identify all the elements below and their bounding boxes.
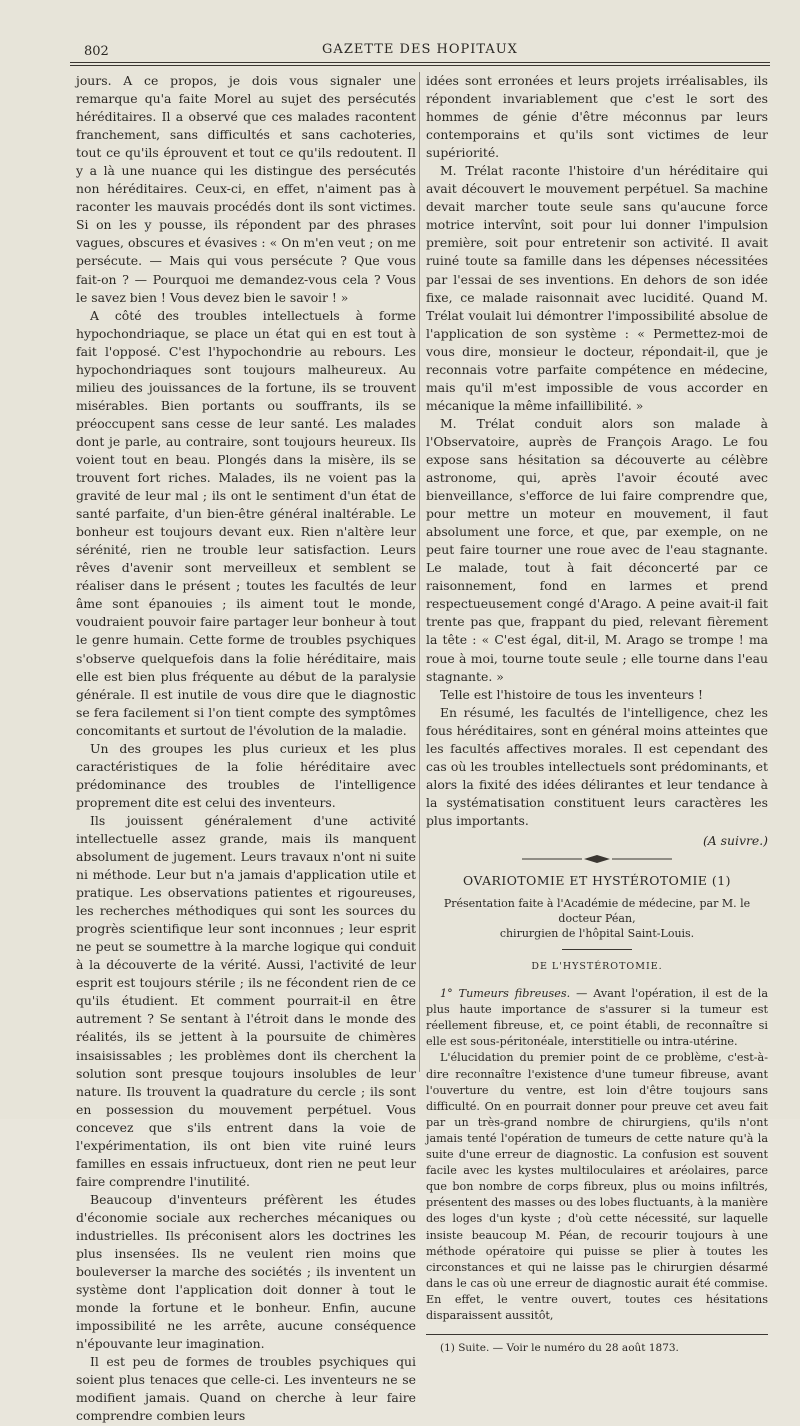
short-rule: [562, 949, 632, 950]
footnote-rule: [426, 1334, 768, 1335]
byline-line-1: Présentation faite à l'Académie de médecine, par M. le docteur Péan,: [443, 897, 751, 926]
left-paragraph-3: Un des groupes les plus curieux et les plus caractéristiques de la folie héréditaire avec prédominance des troubles de l'intelligence proprement dite est celui des inventeurs.: [76, 740, 416, 810]
left-paragraph-4: Ils jouissent généralement d'une activité intellectuelle assez grande, mais ils manquent absolument de jugement. Leurs travaux n'ont ni suite ni méthode. Leur but n'a jamais d'application utile et pratique. Les observations patientes et rigoureuses, les recherches méthodiques qui sont les sources du progrès scientifique leur sont inconnues ; leur esprit ne peut se soumettre à la marche logique qui conduit à la découverte de la vérité. Aussi, l'activité de leur esprit est toujours stérile ; ils ne fécondent rien de ce qu'ils étudient. Et comment pourrait-il en être autrement ? Se sentant à l'étroit dans le monde des réalités, ils se jettent à la poursuite de chimères insaisissables ; les problèmes dont ils cherchent la solution sont presque toujours insolubles de leur nature. Ils trouvent la quadrature du cercle ; ils sont en possession du mouvement perpétuel. Vous concevez que s'ils entrent dans la voie de l'expérimentation, ils ont bien vite ruiné leurs familles en essais infructueux, dont rien ne peut leur faire comprendre l'inutilité.: [76, 812, 416, 1189]
byline-line-2: chirurgien de l'hôpital Saint-Louis.: [499, 927, 695, 941]
footnote: (1) Suite. — Voir le numéro du 28 août 1873.: [440, 1342, 679, 1355]
left-paragraph-2: A côté des troubles intellectuels à forme hypochondriaque, se place un état qui en est tout à fait l'opposé. C'est l'hypochondrie au rebours. Les hypochondriaques sont toujours malheureux. Au milieu des jouissances de la fortune, ils se trouvent misérables. Bien portants ou souffrants, ils se préoccupent sans cesse de leur santé. Les malades dont je parle, au contraire, sont toujours heureux. Ils voient tout en beau. Plongés dans la misère, ils se trouvent fort riches. Malades, ils ne voient pas la gravité de leur mal ; ils ont le sentiment d'un état de santé parfaite, d'un bien-être général inaltérable. Le bonheur est toujours devant eux. Rien n'altère leur sérénité, rien ne trouble leur satisfaction. Leurs rêves d'avenir sont merveilleux et semblent se réaliser dans le présent ; toutes les facultés de leur âme sont épanouies ; ils aiment tout le monde, voudraient pouvoir faire partager leur bonheur à tout le genre humain. Cette forme de troubles psychiques s'observe quelquefois dans la folie héréditaire, mais elle est bien plus fréquente au début de la paralysie générale. Il est inutile de vous dire que le diagnostic se fera facilement si l'on tient compte des symptômes concomitants et surtout de l'évolution de la maladie.: [76, 307, 416, 738]
right-paragraph-3: M. Trélat conduit alors son malade à l'Observatoire, auprès de François Arago. Le fou expose sans hésitation sa découverte au célèbre astronome, qui, après l'avoir écouté avec bienveillance, s'efforce de lui faire comprendre que, pour mettre un moteur en mouvement, il faut absolument une force, et que, par exemple, on ne peut faire tourner une roue avec de l'eau stagnante. Le malade, tout à fait déconcerté par ce raisonnement, fond en larmes et prend respectueusement congé d'Arago. A peine avait-il fait trente pas que, frappant du pied, relevant fièrement la tête : « C'est égal, dit-il, M. Arago se trompe ! ma roue à moi, tourne toute seule ; elle tourne dans l'eau stagnante. »: [426, 415, 768, 684]
article-body: [426, 986, 768, 1324]
running-head: GAZETTE DES HOPITAUX: [322, 42, 518, 57]
right-paragraph-4: Telle est l'histoire de tous les inventeurs !: [440, 686, 703, 702]
page-header: [70, 40, 770, 62]
article-paragraph-2: L'élucidation du premier point de ce problème, c'est-à-dire reconnaître l'existence d'une tumeur fibreuse, avant l'ouverture du ventre, est loin d'être toujours sans difficulté. On en pourrait donner pour preuve cet aveu fait par un très-grand nombre de chirurgiens, qu'ils n'ont jamais tenté l'opération de tumeurs de cette nature qu'à la suite d'une erreur de diagnostic. La confusion est souvent facile avec les kystes multiloculaires et aréolaires, parce que bon nombre de corps fibreux, plus ou moins infiltrés, présentent des masses ou des lobes fluctuants, à la manière des loges d'un kyste ; d'où cette nécessité, sur laquelle insiste beaucoup M. Péan, de recourir toujours à une méthode opératoire qui puisse se plier à toutes les circonstances et qui ne laisse pas le chirurgien désarmé dans le cas où une erreur de diagnostic aurait été commise. En effet, le ventre ouvert, toutes ces hésitations disparaissent aussitôt,: [426, 1051, 768, 1322]
left-paragraph-1: jours. A ce propos, je dois vous signaler une remarque qu'a faite Morel au sujet des persécutés héréditaires. Il a observé que ces malades racontent franchement, sans difficultés et sans cachoteries, tout ce qu'ils éprouvent et tout ce qu'ils redoutent. Il y a là une nuance qui les distingue des persécutés non héréditaires. Ceux-ci, en effet, n'aiment pas à raconter les mauvais procédés dont ils sont victimes. Si on les y pousse, ils répondent par des phrases vagues, obscures et évasives : « On m'en veut ; on me persécute. — Mais qui vous persécute ? Que vous fait-on ? — Pourquoi me demandez-vous cela ? Vous le savez bien ! Vous devez bien le savoir ! »: [76, 73, 416, 305]
right-paragraph-1: idées sont erronées et leurs projets irréalisables, ils répondent invariablement que c'est le sort des hommes de génie d'être méconnus par leurs contemporains et qu'ils sont victimes de leur supériorité.: [426, 73, 768, 161]
left-column: [76, 72, 416, 1426]
ornament-icon: [522, 854, 672, 864]
article-byline: [426, 896, 768, 941]
right-column: [426, 72, 768, 1355]
article-paragraph-1-lead: 1° Tumeurs fibreuses. —: [440, 987, 594, 1001]
header-rule: [70, 62, 770, 63]
right-paragraph-2: M. Trélat raconte l'histoire d'un héréditaire qui avait découvert le mouvement perpétuel. Sa machine devait marcher toute seule sans qu'aucune force motrice intervînt, soit pour lui donner l'impulsion première, soit pour entretenir son activité. Il avait ruiné toute sa famille dans les dépenses nécessitées par l'essai de ses inventions. En dehors de son idée fixe, ce malade raisonnait avec lucidité. Quand M. Trélat voulait lui démontrer l'impossibilité absolue de l'application de son système : « Permettez-moi de vous dire, monsieur le docteur, répondait-il, que je reconnais votre parfaite compétence en médecine, mais qu'il m'est impossible de vous accorder en mécanique la même infaillibilité. »: [426, 163, 768, 413]
page-number: 802: [84, 44, 109, 59]
article-paragraph-1-text: Avant l'opération, il est de la plus haute importance de s'assurer si la tumeur est réellement fibreuse, et, ce point établi, de reconnaître si elle est sous-péritonéale, interstitielle ou intra-utérine.: [426, 987, 768, 1049]
section-subheading: DE L'HYSTÉROTOMIE.: [531, 961, 663, 973]
left-paragraph-5: Beaucoup d'inventeurs préfèrent les études d'économie sociale aux recherches mécaniques ou industrielles. Ils préconisent alors les doctrines les plus insensées. Ils ne veulent rien moins que bouleverser la marche des sociétés ; ils inventent un système dont l'application doit donner à tout le monde la fortune et le bonheur. Enfin, aucune impossibilité ne les arrête, aucune conséquence n'épouvante leur imagination.: [76, 1191, 416, 1352]
article-title: OVARIOTOMIE ET HYSTÉROTOMIE (1): [463, 873, 731, 889]
ornamental-divider: [426, 854, 768, 864]
left-paragraph-6: Il est peu de formes de troubles psychiques qui soient plus tenaces que celle-ci. Les inventeurs ne se modifient jamais. Quand on cherche à leur faire comprendre combien leurs: [76, 1354, 416, 1424]
column-divider: [419, 72, 420, 1072]
article-paragraph-1: [426, 986, 768, 1050]
continued-note: (A suivre.): [702, 832, 768, 848]
header-rule-double: [70, 65, 770, 66]
right-paragraph-5: En résumé, les facultés de l'intelligence, chez les fous héréditaires, sont en général moins atteintes que les facultés affectives morales. Il est cependant des cas où les troubles intellectuels sont prédominants, et alors la fixité des idées délirantes et leur tendance à la systématisation constituent leurs caractères les plus importants.: [426, 704, 768, 828]
